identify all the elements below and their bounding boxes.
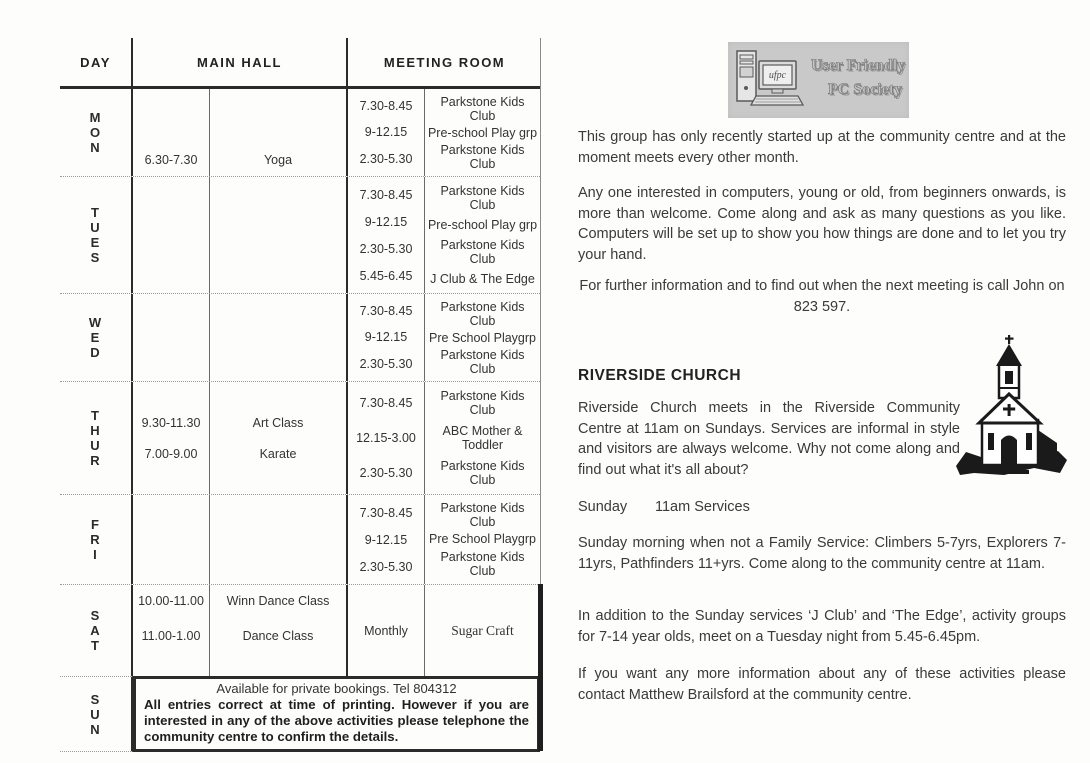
entry-text: 2.30-5.30	[359, 151, 413, 166]
entry-text: 12.15-3.00	[356, 430, 416, 445]
timetable-row-wed	[60, 293, 540, 381]
riverside-church-heading: RIVERSIDE CHURCH	[578, 367, 742, 384]
entry-text: Winn Dance Class	[226, 594, 330, 608]
main-hall-activity-cell	[210, 294, 348, 381]
entry-text: Parkstone Kids Club	[440, 458, 525, 487]
day-label-mon: M O N	[60, 89, 133, 176]
entry-text: Parkstone Kids Club	[440, 238, 525, 266]
meeting-room-activity-cell	[425, 177, 540, 293]
entry-text: 2.30-5.30	[359, 465, 413, 480]
entry-text: 7.30-8.45	[359, 396, 413, 411]
private-bookings-note: Available for private bookings. Tel 804312	[216, 681, 457, 696]
church-paragraph-4: If you want any more information about any of these activities please contact Matthew Brailsford at the community centre.	[578, 666, 1066, 703]
timetable-row-sun	[60, 676, 540, 748]
timetable-row-mon	[60, 89, 540, 176]
entry-text: 9-12.15	[364, 125, 408, 140]
entry-text: 2.30-5.30	[359, 241, 413, 256]
timetable-header-row	[60, 38, 540, 89]
booking-notice-box	[133, 676, 540, 752]
sunday-schedule-day: Sunday	[578, 499, 628, 515]
col-header-meeting-room: MEETING ROOM	[383, 54, 506, 70]
pc-society-paragraph-2: Any one interested in computers, young or old, from beginners onwards, is more than welcome. Come along and ask as many questions as you like. Computers will be set up to show you how things are done and to let you try your hand.	[578, 185, 1066, 263]
entry-text: Parkstone Kids Club	[440, 299, 525, 328]
logo-wordmark	[810, 54, 906, 102]
entry-text: 9-12.15	[364, 532, 408, 547]
day-label-thur: T H U R	[60, 382, 133, 494]
entry-text: Parkstone Kids Club	[440, 94, 525, 123]
meeting-room-activity-cell	[425, 294, 540, 381]
meeting-room-activity-cell	[425, 89, 540, 176]
logo-line2: PC Society	[827, 81, 903, 98]
entry-text: Parkstone Kids Club	[440, 142, 525, 171]
entry-text: 7.30-8.45	[359, 187, 413, 202]
entry-text: 9-12.15	[364, 214, 408, 229]
entry-text: 9-12.15	[364, 330, 408, 345]
entry-text: 5.45-6.45	[359, 268, 413, 283]
entry-text: Pre-school Play grp	[427, 125, 538, 140]
pc-society-contact-note: For further information and to find out when the next meeting is call John on 823 597.	[579, 278, 1065, 315]
main-hall-time-cell	[133, 89, 210, 176]
sunday-schedule-value: 11am Services	[655, 499, 750, 515]
entry-text: 7.30-8.45	[359, 505, 413, 520]
sunday-schedule-row	[578, 499, 1066, 515]
col-header-day: DAY	[60, 38, 133, 86]
meeting-room-activity-cell	[425, 585, 540, 676]
day-label-fri: F R I	[60, 495, 133, 584]
main-hall-time-cell	[133, 294, 210, 381]
col-header-main-hall: MAIN HALL	[133, 38, 348, 86]
entry-text: 9.30-11.30	[141, 415, 201, 430]
entry-text: Yoga	[263, 153, 293, 167]
meeting-room-activity-cell	[425, 382, 540, 494]
entry-text: 6.30-7.30	[144, 153, 198, 167]
entries-disclaimer: All entries correct at time of printing. However if you are interested in any of the above activities please telephone the community centre to confirm the details.	[144, 697, 529, 744]
day-label-tues: T U E S	[60, 177, 133, 293]
entry-text: 7.30-8.45	[359, 99, 413, 114]
entry-text: Pre School Playgrp	[428, 330, 536, 345]
entry-text: Parkstone Kids Club	[440, 550, 525, 579]
main-hall-activity-cell	[210, 585, 348, 676]
entry-text: 2.30-5.30	[359, 559, 413, 574]
meeting-room-time-cell	[348, 382, 425, 494]
entry-text: Pre-school Play grp	[427, 218, 538, 232]
svg-text:ufpc: ufpc	[768, 70, 787, 81]
entry-text: Parkstone Kids Club	[440, 389, 525, 418]
entry-text: Monthly	[364, 623, 408, 638]
main-hall-time-cell	[133, 585, 210, 676]
main-hall-time-cell	[133, 177, 210, 293]
entry-text: Parkstone Kids Club	[440, 500, 525, 529]
entry-text: Parkstone Kids Club	[440, 184, 525, 212]
meeting-room-time-cell	[348, 294, 425, 381]
entry-text: 7.00-9.00	[144, 446, 198, 461]
pc-society-logo	[728, 42, 909, 118]
entry-text: J Club & The Edge	[430, 272, 535, 286]
main-hall-time-cell	[133, 495, 210, 584]
timetable-row-thur	[60, 381, 540, 494]
timetable-row-sat	[60, 584, 540, 676]
main-hall-activity-cell	[210, 495, 348, 584]
entry-text: 2.30-5.30	[359, 356, 413, 371]
meeting-room-time-cell	[348, 585, 425, 676]
meeting-room-time-cell	[348, 495, 425, 584]
entry-text: ABC Mother & Toddler	[442, 423, 523, 452]
church-paragraph-1: Riverside Church meets in the Riverside Community Centre at 11am on Sundays. Services are informal in style and visitors are always welcome. Why not come along and find out what it's all about?	[578, 400, 960, 478]
entry-text: Sugar Craft	[451, 622, 514, 638]
entry-text: Parkstone Kids Club	[440, 347, 525, 376]
meeting-room-time-cell	[348, 89, 425, 176]
scan-shadow-bar	[538, 584, 543, 751]
church-illustration-icon	[952, 334, 1070, 482]
entry-text: Karate	[259, 446, 297, 461]
activity-timetable	[60, 38, 541, 748]
day-label-sun: S U N	[60, 676, 133, 752]
church-paragraph-2: Sunday morning when not a Family Service: Climbers 5-7yrs, Explorers 7-11yrs, Pathfinders 11+yrs. Come along to the community centre at 11am.	[578, 535, 1066, 572]
timetable-row-fri	[60, 494, 540, 584]
main-hall-activity-cell	[210, 89, 348, 176]
day-label-sat: S A T	[60, 585, 133, 676]
entry-text: Dance Class	[242, 629, 314, 643]
entry-text: 11.00-1.00	[141, 629, 201, 643]
computer-icon	[734, 48, 812, 112]
main-hall-activity-cell	[210, 177, 348, 293]
entry-text: 10.00-11.00	[138, 594, 204, 608]
meeting-room-time-cell	[348, 177, 425, 293]
timetable-body	[60, 89, 540, 748]
main-hall-time-cell	[133, 382, 210, 494]
entry-text: 7.30-8.45	[359, 304, 413, 319]
pc-society-paragraph-1: This group has only recently started up at the community centre and at the moment meets every other month.	[578, 129, 1066, 166]
church-paragraph-3: In addition to the Sunday services ‘J Club’ and ‘The Edge’, activity groups for 7-14 year olds, meet on a Tuesday night from 5.45-6.45pm.	[578, 608, 1066, 645]
logo-line1: User Friendly	[810, 57, 906, 74]
day-label-wed: W E D	[60, 294, 133, 381]
entry-text: Art Class	[252, 415, 304, 430]
timetable-row-tues	[60, 176, 540, 293]
meeting-room-activity-cell	[425, 495, 540, 584]
main-hall-activity-cell	[210, 382, 348, 494]
entry-text: Pre School Playgrp	[428, 532, 536, 547]
